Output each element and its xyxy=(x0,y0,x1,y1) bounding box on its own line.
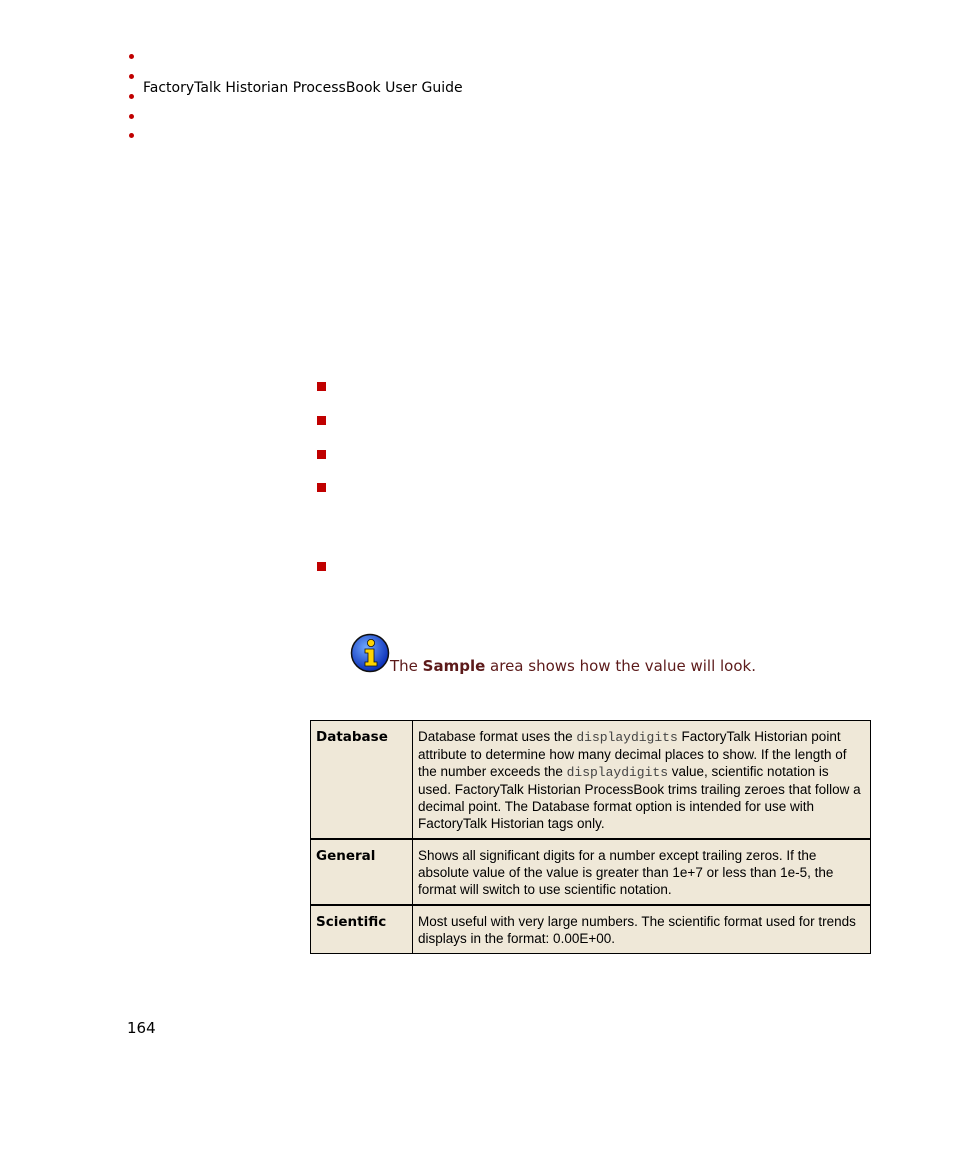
info-icon xyxy=(350,633,390,673)
list-bullet xyxy=(317,562,326,571)
format-description xyxy=(413,721,871,840)
page-number: 164 xyxy=(127,1019,156,1037)
format-term: General xyxy=(311,839,413,905)
description-text: FactoryTalk Historian point attribute to determine how many decimal places to show. If the length of the number exceeds the xyxy=(418,729,847,779)
note-bold-term: Sample xyxy=(422,657,486,675)
table-row xyxy=(311,839,871,905)
list-bullet xyxy=(317,382,326,391)
header-dot xyxy=(129,114,134,119)
description-text: Database format uses the xyxy=(418,729,577,744)
header-dot xyxy=(129,54,134,59)
list-bullet xyxy=(317,416,326,425)
header-dot xyxy=(129,74,134,79)
header-dot xyxy=(129,94,134,99)
note-suffix: area shows how the value will look. xyxy=(485,657,756,675)
header-title: FactoryTalk Historian ProcessBook User Guide xyxy=(143,80,463,96)
format-description xyxy=(413,839,871,905)
table-row xyxy=(311,721,871,840)
note-prefix: The xyxy=(390,657,423,675)
code-term: displaydigits xyxy=(566,765,669,780)
format-term: Database xyxy=(311,721,413,840)
header-dot xyxy=(129,133,134,138)
format-description xyxy=(413,905,871,954)
note-text xyxy=(390,656,756,676)
description-text: Most useful with very large numbers. The scientific format used for trends displays in the format: 0.00E+00. xyxy=(418,914,856,946)
format-table xyxy=(310,720,871,954)
list-bullet xyxy=(317,450,326,459)
description-text: Shows all significant digits for a number except trailing zeros. If the absolute value of the value is greater than 1e+7 or less than 1e-5, the format will switch to use scientific notation. xyxy=(418,848,834,897)
list-bullet xyxy=(317,483,326,492)
description-text: value, scientific notation is used. FactoryTalk Historian ProcessBook trims trailing zeroes that follow a decimal point. The Database format option is intended for use with FactoryTalk Historian tags only. xyxy=(418,764,861,831)
table-row xyxy=(311,905,871,954)
format-term: Scientific xyxy=(311,905,413,954)
code-term: displaydigits xyxy=(576,730,678,745)
